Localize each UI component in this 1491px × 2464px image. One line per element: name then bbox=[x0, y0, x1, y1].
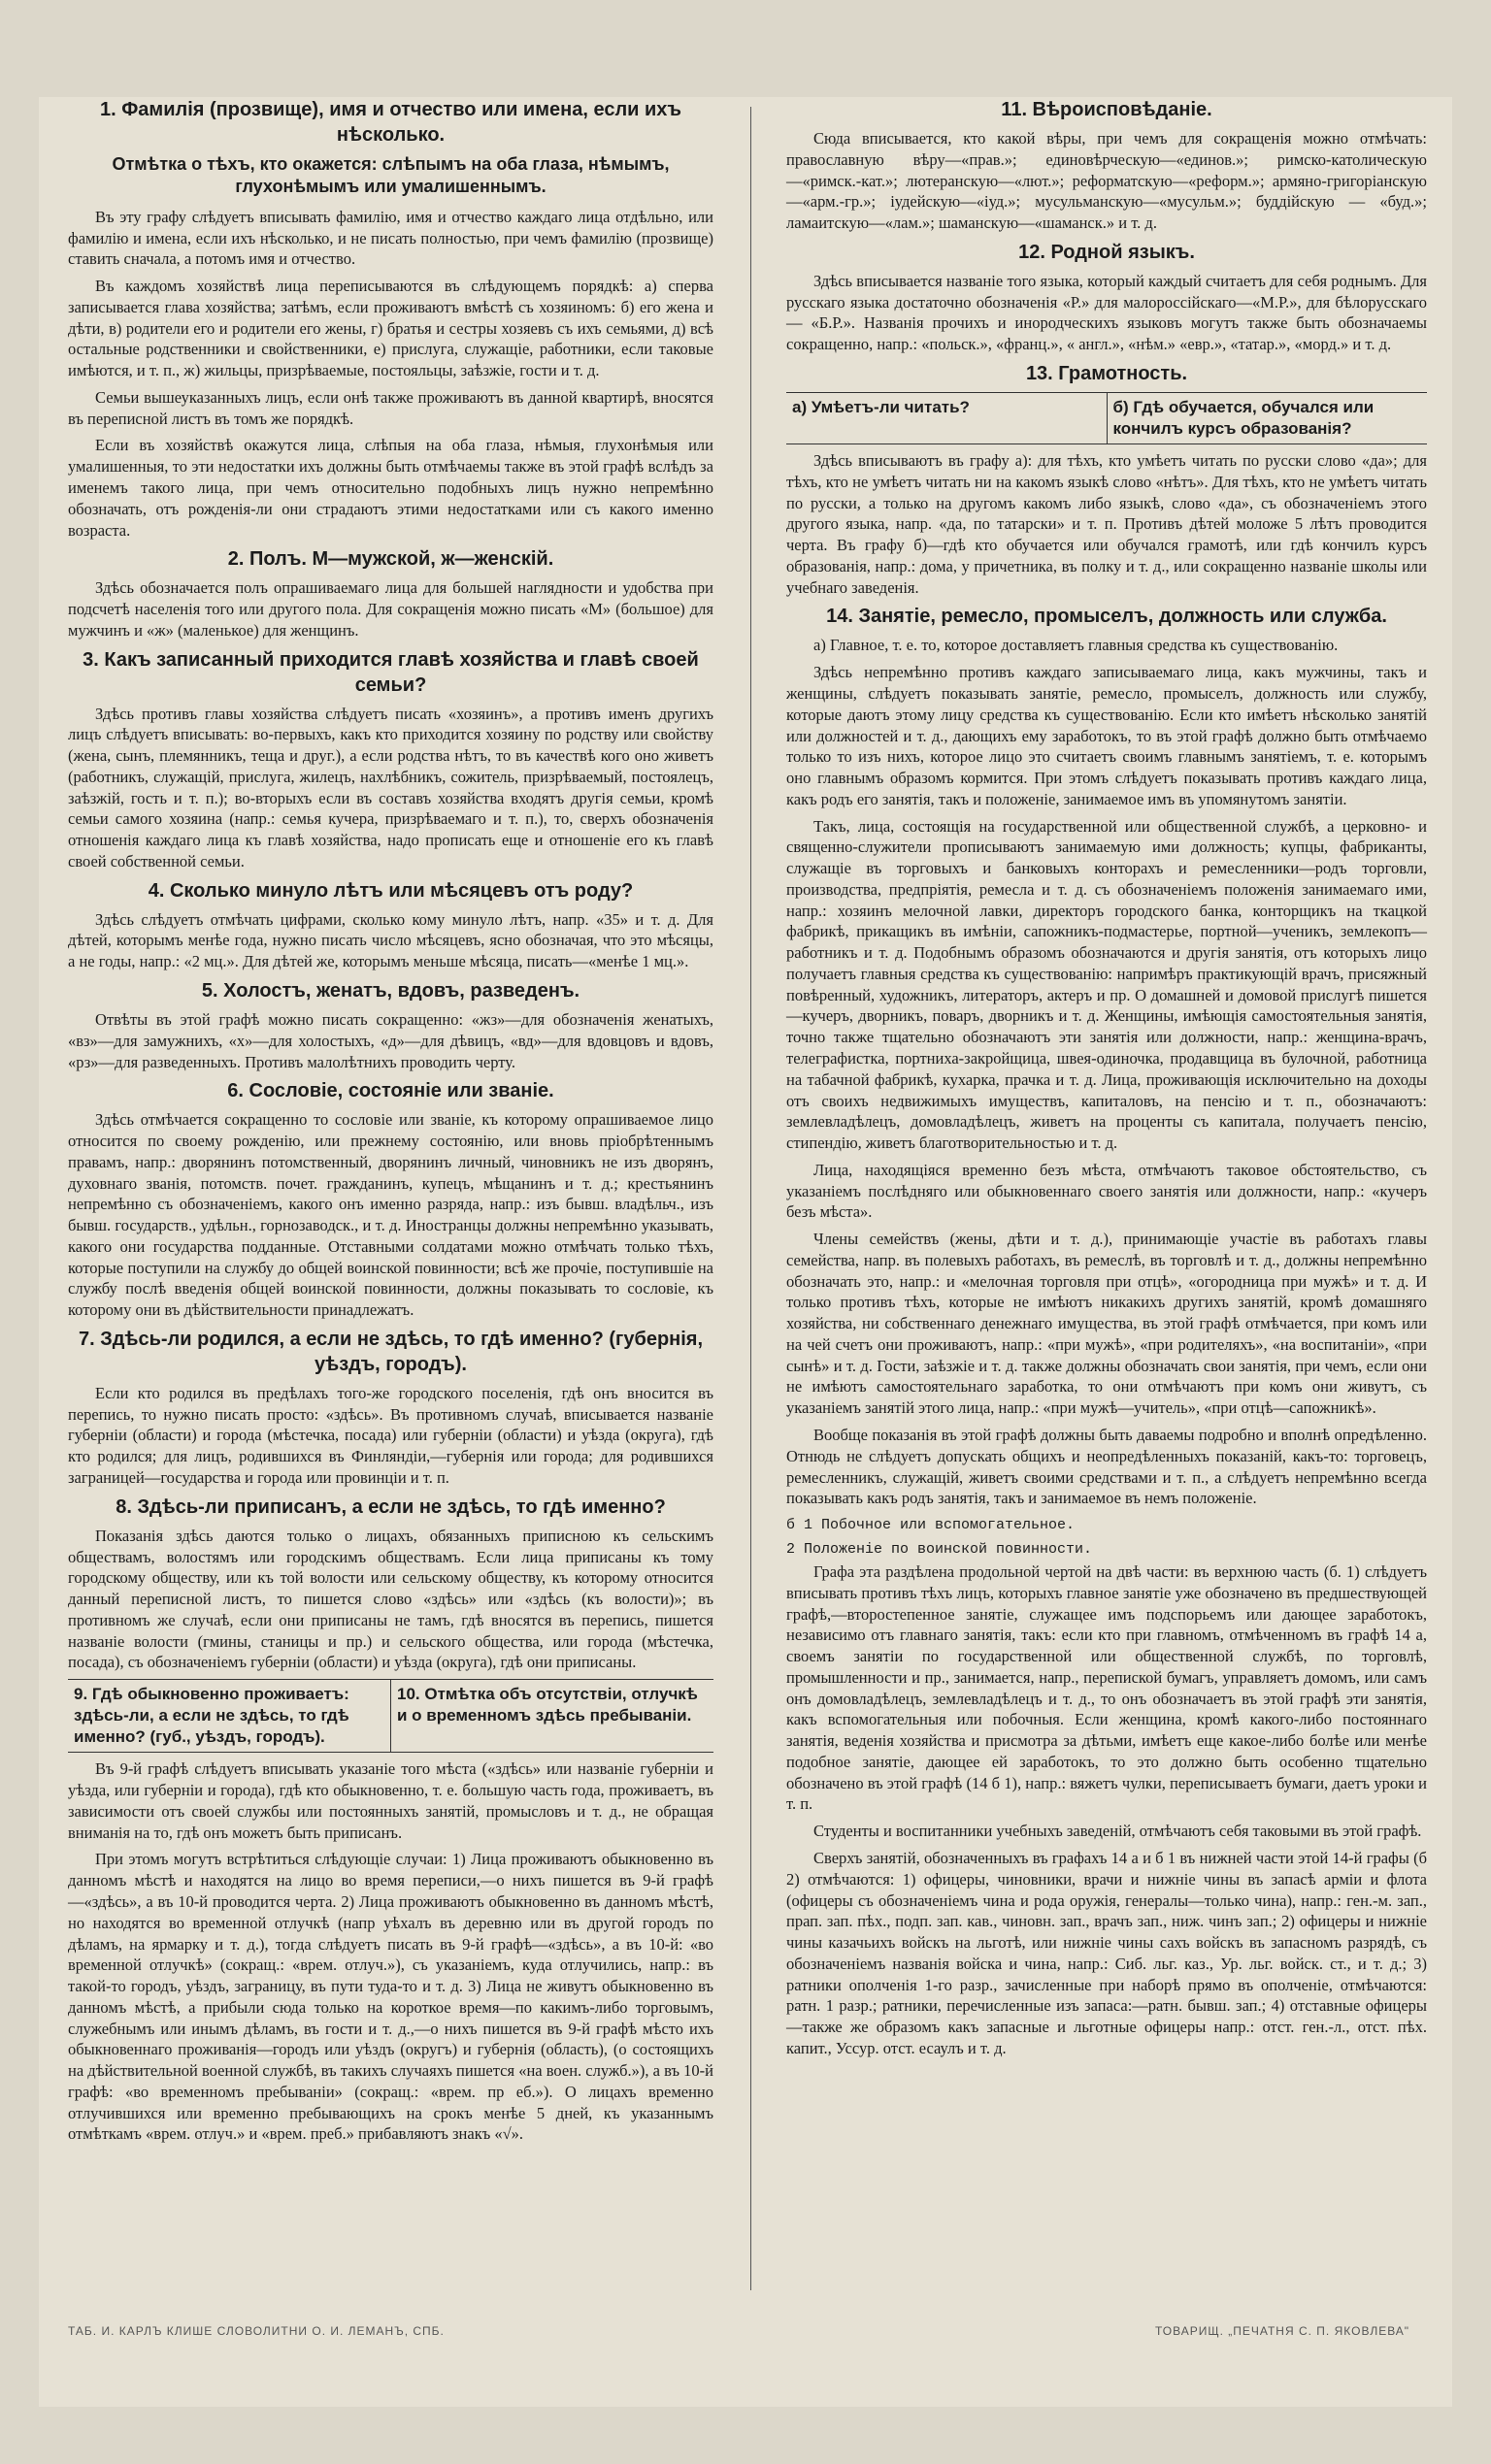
section-2-paragraph: Здѣсь обозначается полъ опрашиваемаго лица для большей наглядности и удобства при подсчетѣ населенія того или другого пола. Для сокращенія можно писать «М» (большое) для мужчинъ и «ж» (маленькое) для женщинъ. bbox=[68, 578, 713, 640]
section-14-paragraph: Вообще показанія въ этой графѣ должны быть даваемы подробно и вполнѣ опредѣленно. Отнюдь не слѣдуетъ допускать общихъ и неопредѣленныхъ показаній, какъ-то: торговецъ, ремесленникъ, служащій, живетъ своими средствами и т. п., а слѣдуетъ непремѣнно всегда показывать какъ родъ занятія, такъ и занимаемое въ немъ положеніе. bbox=[786, 1426, 1427, 1508]
section-9-paragraph: Въ 9-й графѣ слѣдуетъ вписывать указаніе того мѣста («здѣсь» или названіе губерніи и уѣзда, или губерніи и города), гдѣ кто обыкновенно, т. е. большую часть года, проживаетъ, въ зависимости отъ своей службы или постоянныхъ занятій, промысловъ и т. д., не обращая вниманія на то, гдѣ онъ можетъ быть приписанъ. bbox=[68, 1759, 713, 1842]
section-5-title: 5. Холостъ, женатъ, вдовъ, разведенъ. bbox=[201, 979, 580, 1002]
left-column bbox=[68, 97, 713, 2151]
section-14-paragraph: Лица, находящіяся временно безъ мѣста, отмѣчаютъ таковое обстоятельство, съ указаніемъ послѣдняго или обыкновеннаго своего занятія или должности, напр.: «кучеръ безъ мѣста». bbox=[786, 1160, 1427, 1222]
section-6-title: 6. Сословіе, состояніе или званіе. bbox=[227, 1080, 554, 1102]
right-column bbox=[786, 97, 1427, 2065]
section-3-paragraph: Здѣсь противъ главы хозяйства слѣдуетъ писать «хозяинъ», а противъ именъ другихъ лицъ слѣдуетъ вписывать: во-первыхъ, какъ кто приходится хозяину по родству или свойству (жена, сынъ, племянникъ, теща и друг.), а если родства нѣтъ, то въ качествѣ кого оно живетъ (работникъ, служащій, прислуга, жилецъ, нахлѣбникъ, сожитель, призрѣваемый, постоялецъ, заѣзжій, гость и т. п.); во-вторыхъ если въ составъ хозяйства входятъ другія семьи, кромѣ семьи самого хозяина (напр.: семья кучера, призрѣваемаго и т. п.), то, сверхъ обозначенія отношенія каждаго лица къ главѣ хозяйства, надо прописать еще и отношеніе его къ главѣ своей собственной семьи. bbox=[68, 704, 713, 871]
section-14-title: 14. Занятіе, ремесло, промыселъ, должность или служба. bbox=[826, 606, 1387, 628]
section-12-paragraph: Здѣсь вписывается названіе того языка, который каждый считаетъ для себя роднымъ. Для русскаго языка достаточно обозначенія «Р.» для малороссійскаго—«М.Р.», для бѣлорусскаго — «Б.Р.». Названія прочихъ и инородческихъ языковъ могутъ также быть обозначаемы сокращенно, напр.: «польск.», «франц.», « англ.», «нѣм.» «евр.», «татар.», «морд.» и т. д. bbox=[786, 271, 1427, 354]
section-14-paragraph: Члены семействъ (жены, дѣти и т. д.), принимающіе участіе въ работахъ главы семейства, напр. въ полевыхъ работахъ, въ ремеслѣ, въ торговлѣ и т. д., должны непремѣнно обозначать это, напр.: и «мелочная торговля при отцѣ», «огородница при мужѣ» и т. д. И только противъ тѣхъ, которые не имѣютъ никакихъ другихъ занятій, кромѣ домашняго хозяйства, ни собственнаго денежнаго имущества, въ этой графѣ отмѣчается, при комъ или на чей счетъ они проживаютъ, напр.: «при мужѣ», «при родителяхъ», «на воспитаніи», «при сынѣ» и т. д. Гости, заѣзжіе и т. д. также должны обозначать свои занятія, при чемъ, если они не имѣютъ самостоятельнаго заработка, то они отмѣчаютъ при комъ они живутъ, съ указаніемъ занятій этого лица, напр.: «при мужѣ—учитель», «при отцѣ—сапожникѣ». bbox=[786, 1230, 1427, 1418]
section-7-paragraph: Если кто родился въ предѣлахъ того-же городского поселенія, гдѣ онъ вносится въ перепись, то нужно писать просто: «здѣсь». Въ противномъ случаѣ, вписывается названіе губерніи (области) и города (мѣстечка, посада) или губерніи (области) и уѣзда (округа), гдѣ кто родился; для лицъ, родившихся въ Финляндіи,—губернія или города; для родившихся заграницей—государства и города или провинціи и т. п. bbox=[68, 1383, 713, 1487]
printer-imprint-right: ТОВАРИЩ. „ПЕЧАТНЯ С. П. ЯКОВЛЕВА" bbox=[1155, 2324, 1410, 2338]
section-11-paragraph: Сюда вписывается, кто какой вѣры, при чемъ для сокращенія можно отмѣчать: православную вѣру—«прав.»; единовѣрческую—«единов.»; римско-католическую—«римск.-кат.»; лютеранскую—«лют.»; реформатскую—«реформ.»; армяно-григоріанскую—«арм.-гр.»; іудейскую—«іуд.»; мусульманскую—«мусульм.»; буддійскую — «буд.»; ламаитскую—«лам.»; шаманскую—«шаманск.» и т. д. bbox=[786, 129, 1427, 233]
section-13-title: 13. Грамотность. bbox=[1025, 362, 1188, 384]
section-10-title: 10. Отмѣтка объ отсутствіи, отлучкѣ и о временномъ здѣсь пребываніи. bbox=[390, 1680, 713, 1752]
section-4-paragraph: Здѣсь слѣдуетъ отмѣчать цифрами, сколько кому минуло лѣтъ, напр. «35» и т. д. Для дѣтей, которымъ менѣе года, нужно писать число мѣсяцевъ, ясно обозначая, что это мѣсяцы, а не годы, напр.: «2 мц.». Для дѣтей же, которымъ меньше мѣсяца, писать—«менѣе 1 мц.». bbox=[68, 909, 713, 971]
section-9-title: 9. Гдѣ обыкновенно проживаетъ: здѣсь-ли, а если не здѣсь, то гдѣ именно? (губ., уѣздъ, городъ). bbox=[74, 1685, 349, 1747]
section-13a-title: а) Умѣетъ-ли читать? bbox=[792, 397, 970, 416]
sections-9-10-header bbox=[68, 1679, 713, 1753]
section-8-title: 8. Здѣсь-ли приписанъ, а если не здѣсь, то гдѣ именно? bbox=[116, 1495, 666, 1518]
section-1-paragraph: Если въ хозяйствѣ окажутся лица, слѣпыя на оба глаза, нѣмыя, глухонѣмыя или умалишенныя, то эти недостатки ихъ должны быть отмѣчаемы также въ этой графѣ вслѣдъ за именемъ такого лица, при чемъ относительно подобныхъ лицъ нужно непремѣнно обозначать, отъ рожденія-ли они страдаютъ этими недостатками или съ какого именно возраста. bbox=[68, 436, 713, 540]
section-2-title: 2. Полъ. М—мужской, ж—женскій. bbox=[227, 548, 554, 571]
section-8-paragraph: Показанія здѣсь даются только о лицахъ, обязанныхъ приписною къ сельскимъ обществамъ, волостямъ или городскимъ обществамъ. Если лица приписаны къ тому городскому обществу, или къ той волости или сельскому обществу, къ которому относится данный переписной листъ, то пишется слово «здѣсь» или «здѣсь (къ волости)»; въ противномъ же случаѣ, если они приписаны не тамъ, гдѣ вносятся въ перепись, пишется названіе волости (гмины, станицы и пр.) и сельского общества, или города (мѣстечка, посада), съ обозначеніемъ губерніи (области) и уѣзда (округа), гдѣ они приписаны. bbox=[68, 1526, 713, 1672]
section-13-paragraph: Здѣсь вписываютъ въ графу а): для тѣхъ, кто умѣетъ читать по русски слово «да»; для тѣхъ, кто не умѣетъ читать ни на какомъ языкѣ слово «нѣтъ». Для тѣхъ, кто не умѣетъ читать по русски, а только на другомъ какомъ либо языкѣ, слово «да», съ обозначеніемъ этого другого языка, напр. «да, по татарски» и т. п. Противъ дѣтей моложе 5 лѣтъ проводится черта. Въ графу б)—гдѣ кто обучается или обучался грамотѣ, или гдѣ кончилъ курсъ образованія, напр.: дома, у причетника, въ полку и т. д., или сокращенно названіе школы или учебнаго заведенія. bbox=[786, 451, 1427, 597]
section-13b-title: б) Гдѣ обучается, обучался или кончилъ курсъ образованія? bbox=[1107, 393, 1428, 444]
section-14-b1-label: б 1 Побочное или вспомогательное. bbox=[786, 1517, 1076, 1534]
section-14-paragraph: Сверхъ занятій, обозначенныхъ въ графахъ 14 а и б 1 въ нижней части этой 14-й графы (б 2) отмѣчаются: 1) офицеры, чиновники, врачи и нижніе чины въ запасѣ арміи и флота (офицеры съ обозначеніемъ чина и рода оружія, генералы—только чина), напр.: ген.-м. зап., прап. зап. пѣх., подп. зап. кав., чиновн. зап., врачъ зап., ниж. чинъ зап.; 2) офицеры и нижніе чины казачьихъ войскъ на льготѣ, или нижніе чины сахъ войскъ въ запасномъ разрядѣ, съ обозначеніемъ названія войска и чина, напр.: Сиб. льг. каз., Ур. льг. войск. ст., и т. д.; 3) ратники ополченія 1-го разр., зачисленные при наборѣ прямо въ ополченіе, отмѣчаются: ратн. 1 разр.; ратники, перечисленные изъ запаса:—ратн. бывш. зап.; 4) отставные офицеры—также же образомъ какъ запасные и льготные офицеры напр.: отст. ген.-л., отст. пѣх. капит., Уссур. отст. есаулъ и т. д. bbox=[786, 1849, 1427, 2057]
section-14-paragraph: Здѣсь непремѣнно противъ каждаго записываемаго лица, какъ мужчины, такъ и женщины, слѣдуетъ показывать занятіе, ремесло, промыселъ, должность или службу, которые даютъ этому лицу средства къ существованію. Если кто имѣетъ нѣсколько занятій или должностей и т. д., дающихъ ему заработокъ, то въ этой графѣ должно быть отмѣчаемо только то изъ нихъ, которое лицо это считаетъ своимъ главнымъ занятіемъ, т. е. которымъ оно главнымъ образомъ кормится. При этомъ слѣдуетъ показывать противъ каждаго лица, какъ родъ его занятія, такъ и положеніе, занимаемое имъ въ упомянутомъ занятіи. bbox=[786, 663, 1427, 808]
section-3-title: 3. Какъ записанный приходится главѣ хозяйства и главѣ своей семьи? bbox=[83, 648, 699, 696]
column-divider bbox=[750, 107, 751, 2290]
section-4-title: 4. Сколько минуло лѣтъ или мѣсяцевъ отъ роду? bbox=[148, 879, 634, 902]
section-1-paragraph: Семьи вышеуказанныхъ лицъ, если онѣ также проживаютъ въ данной квартирѣ, вносятся въ переписной листъ въ томъ же порядкѣ. bbox=[68, 387, 713, 428]
section-1-subtitle: Отмѣтка о тѣхъ, кто окажется: слѣпымъ на оба глаза, нѣмымъ, глухонѣмымъ или умалишеннымъ. bbox=[112, 154, 670, 197]
section-11-title: 11. Вѣроисповѣданіе. bbox=[1001, 99, 1212, 120]
section-5-paragraph: Отвѣты въ этой графѣ можно писать сокращенно: «жз»—для обозначенія женатыхъ, «вз»—для замужнихъ, «х»—для холостыхъ, «д»—для дѣвицъ, «вд»—для вдовцовъ и вдовъ, «рз»—для разведенныхъ. Противъ малолѣтнихъ проводить черту. bbox=[68, 1009, 713, 1071]
census-instructions-page bbox=[39, 97, 1452, 2407]
section-1-paragraph: Въ каждомъ хозяйствѣ лица переписываются въ слѣдующемъ порядкѣ: а) сперва записывается глава хозяйства; затѣмъ, если проживаютъ вмѣстѣ съ хозяиномъ: б) его жена и дѣти, в) родители его и родители его жены, г) братья и сестры хозяевъ съ ихъ семьями, д) всѣ остальные родственники и свойственники, е) прислуга, служащіе, работники, если таковые имѣются, и т. п., ж) жильцы, призрѣваемые, постояльцы, заѣзжіе, гости и т. д. bbox=[68, 277, 713, 380]
section-6-paragraph: Здѣсь отмѣчается сокращенно то сословіе или званіе, къ которому опрашиваемое лицо относится по своему рожденію, или прежнему состоянію, или вновь пріобрѣтеннымъ правамъ, напр.: дворянинъ потомственный, дворянинъ личный, чиновникъ не изъ дворянъ, духовнаго званія, потомств. почет. гражданинъ, купецъ, мѣщанинъ и т. д.; крестьянинъ непремѣнно съ обозначеніемъ, какого онъ именно разряда, напр.: изъ бывш. владѣльч., изъ бывш. государств., удѣльн., горнозаводск., и т. д. Иностранцы должны непремѣнно указывать, какого они государства подданные. Отставными солдатами можно отмѣчать только тѣхъ, которые поступили на службу до общей воинской повинности; всѣ же прочіе, поступившіе на службу послѣ введенія общей воинской повинности, должны показывать то сословіе, къ которому они въ дѣйствительности принадлежатъ. bbox=[68, 1110, 713, 1320]
section-1-title: 1. Фамилія (прозвище), имя и отчество или имена, если ихъ нѣсколько. bbox=[99, 99, 681, 146]
section-14-paragraph: Студенты и воспитанники учебныхъ заведеній, отмѣчаютъ себя таковыми въ этой графѣ. bbox=[813, 1822, 1422, 1841]
section-12-title: 12. Родной языкъ. bbox=[1018, 241, 1195, 263]
section-7-title: 7. Здѣсь-ли родился, а если не здѣсь, то гдѣ именно? (губернія, уѣздъ, городъ). bbox=[78, 1328, 704, 1375]
section-9-paragraph: При этомъ могутъ встрѣтиться слѣдующіе случаи: 1) Лица проживаютъ обыкновенно въ данномъ мѣстѣ и находятся на лицо во время переписи,—о нихъ пишется въ 9-й графѣ—«здѣсь», а въ 10-й проводится черта. 2) Лица проживаютъ обыкновенно въ данномъ мѣстѣ, но находятся во временной отлучкѣ (напр уѣхалъ въ деревню или въ другой городъ по дѣламъ, на ярмарку и т. д.), тогда слѣдуетъ писать въ 9-й графѣ—«здѣсь», а въ 10-й: «во временной отлучкѣ» (сокращ.: «врем. отлуч.»), съ указаніемъ, куда отлучились, напр.: въ такой-то городъ, уѣздъ, заграницу, въ пути туда-то и т. д. 3) Лица не живутъ обыкновенно въ данномъ мѣстѣ, а прибыли сюда только на короткое время—по какимъ-либо торговымъ, служебнымъ или инымъ дѣламъ, въ гости и т. д.,—о нихъ пишется въ 9-й графѣ мѣсто ихъ обыкновеннаго проживанія—городъ или уѣздъ (округъ) и губернія (область), (о состоящихъ на дѣйствительной военной службѣ, въ такихъ случаяхъ пишется «на воен. служб.»), а въ 10-й графѣ: «во временномъ пребываніи» (сокращ.: «врем. пр еб.»). О лицахъ временно отлучившихся или временно пребывающихъ на срокъ менѣе 5 дней, къ указаннымъ отмѣткамъ «врем. отлуч.» и «врем. преб.» прибавляютъ знакъ «√». bbox=[68, 1850, 713, 2144]
section-14-paragraph: Такъ, лица, состоящія на государственной или общественной службѣ, а церковно- и священно-служители прописываютъ занимаемую ими должность; купцы, фабриканты, служащіе въ торговыхъ и банковыхъ конторахъ и ремесленники—родъ торговли, производства, предпріятія, ремесла и т. д. съ обозначеніемъ положенія занимаемаго ими, напр.: хозяинъ мелочной лавки, директоръ городского банка, конторщикъ на ткацкой фабрикѣ, прикащикъ въ имѣніи, сапожникъ-подмастерье, портной—ученикъ, землекопъ—работникъ и т. д. Подобнымъ образомъ обозначаются и другія занятія, отъ которыхъ лицо получаетъ главныя средства къ существованію: напримѣръ практикующій врачъ, присяжный повѣренный, художникъ, литераторъ, актеръ и пр. О домашней и домовой прислугѣ пишется—кучеръ, дворникъ, поваръ, дворникъ и т. д. Женщины, имѣющія самостоятельныя занятія, точно также тщательно обозначаютъ эти занятія или должности, напр.: женщина-врачъ, телеграфистка, портниха-закройщица, швея-одиночка, продавщица въ булочной, работница на табачной фабрикѣ, кухарка, прачка и т. д. Лица, проживающія исключительно на доходы отъ своихъ недвижимыхъ имуществъ, капиталовъ, на пенсію и т. п., обозначаютъ: землевладѣлецъ, домовладѣлецъ, живетъ на проценты съ капитала, получаетъ пенсію, стипендію, живетъ благотворительностью и т. д. bbox=[786, 816, 1427, 1153]
section-14-paragraph: а) Главное, т. е. то, которое доставляетъ главныя средства къ существованію. bbox=[813, 636, 1339, 655]
section-1-paragraph: Въ эту графу слѣдуетъ вписывать фамилію, имя и отчество каждаго лица отдѣльно, или фамилію и имена, если ихъ нѣсколько, и не писать полностью, при чемъ фамилію (прозвище) ставить сначала, а потомъ имя и отчество. bbox=[68, 207, 713, 269]
section-13-columns bbox=[786, 392, 1427, 444]
section-14-b2-label: 2 Положеніе по воинской повинности. bbox=[786, 1541, 1093, 1559]
printer-imprint-left: ТАБ. И. КАРЛЪ КЛИШЕ СЛОВОЛИТНИ О. И. ЛЕМАНЪ, СПБ. bbox=[68, 2324, 445, 2338]
section-14-paragraph: Графа эта раздѣлена продольной чертой на двѣ части: въ верхнюю часть (б. 1) слѣдуетъ вписывать противъ тѣхъ лицъ, которыхъ главное занятіе уже обозначено въ предшествующей графѣ,—второстепенное занятіе, служащее имъ подспорьемъ или дающее заработокъ, независимо отъ главнаго занятія, такъ: если кто при главномъ, отмѣченномъ въ графѣ 14 а, своемъ занятіи по государственной или общественной службѣ, по торговлѣ, промышленности и пр., занимается, напр., перепиской бумагъ, управляетъ домомъ, или самъ онъ домовладѣлецъ, землевладѣлецъ и т. д., то онъ обозначаетъ въ этой графѣ эти занятія, какъ вспомогательныя или побочныя. Если женщина, кромѣ какого-либо постояннаго занятія, веденія хозяйства и присмотра за дѣтьми, имѣетъ еще какое-либо болѣе или менѣе подобное занятіе, дающее ей заработокъ, то это должно быть особенно тщательно обозначено въ этой графѣ (14 б 1), напр.: вяжетъ чулки, переписываетъ бумаги, даетъ уроки и т. п. bbox=[786, 1562, 1427, 1814]
